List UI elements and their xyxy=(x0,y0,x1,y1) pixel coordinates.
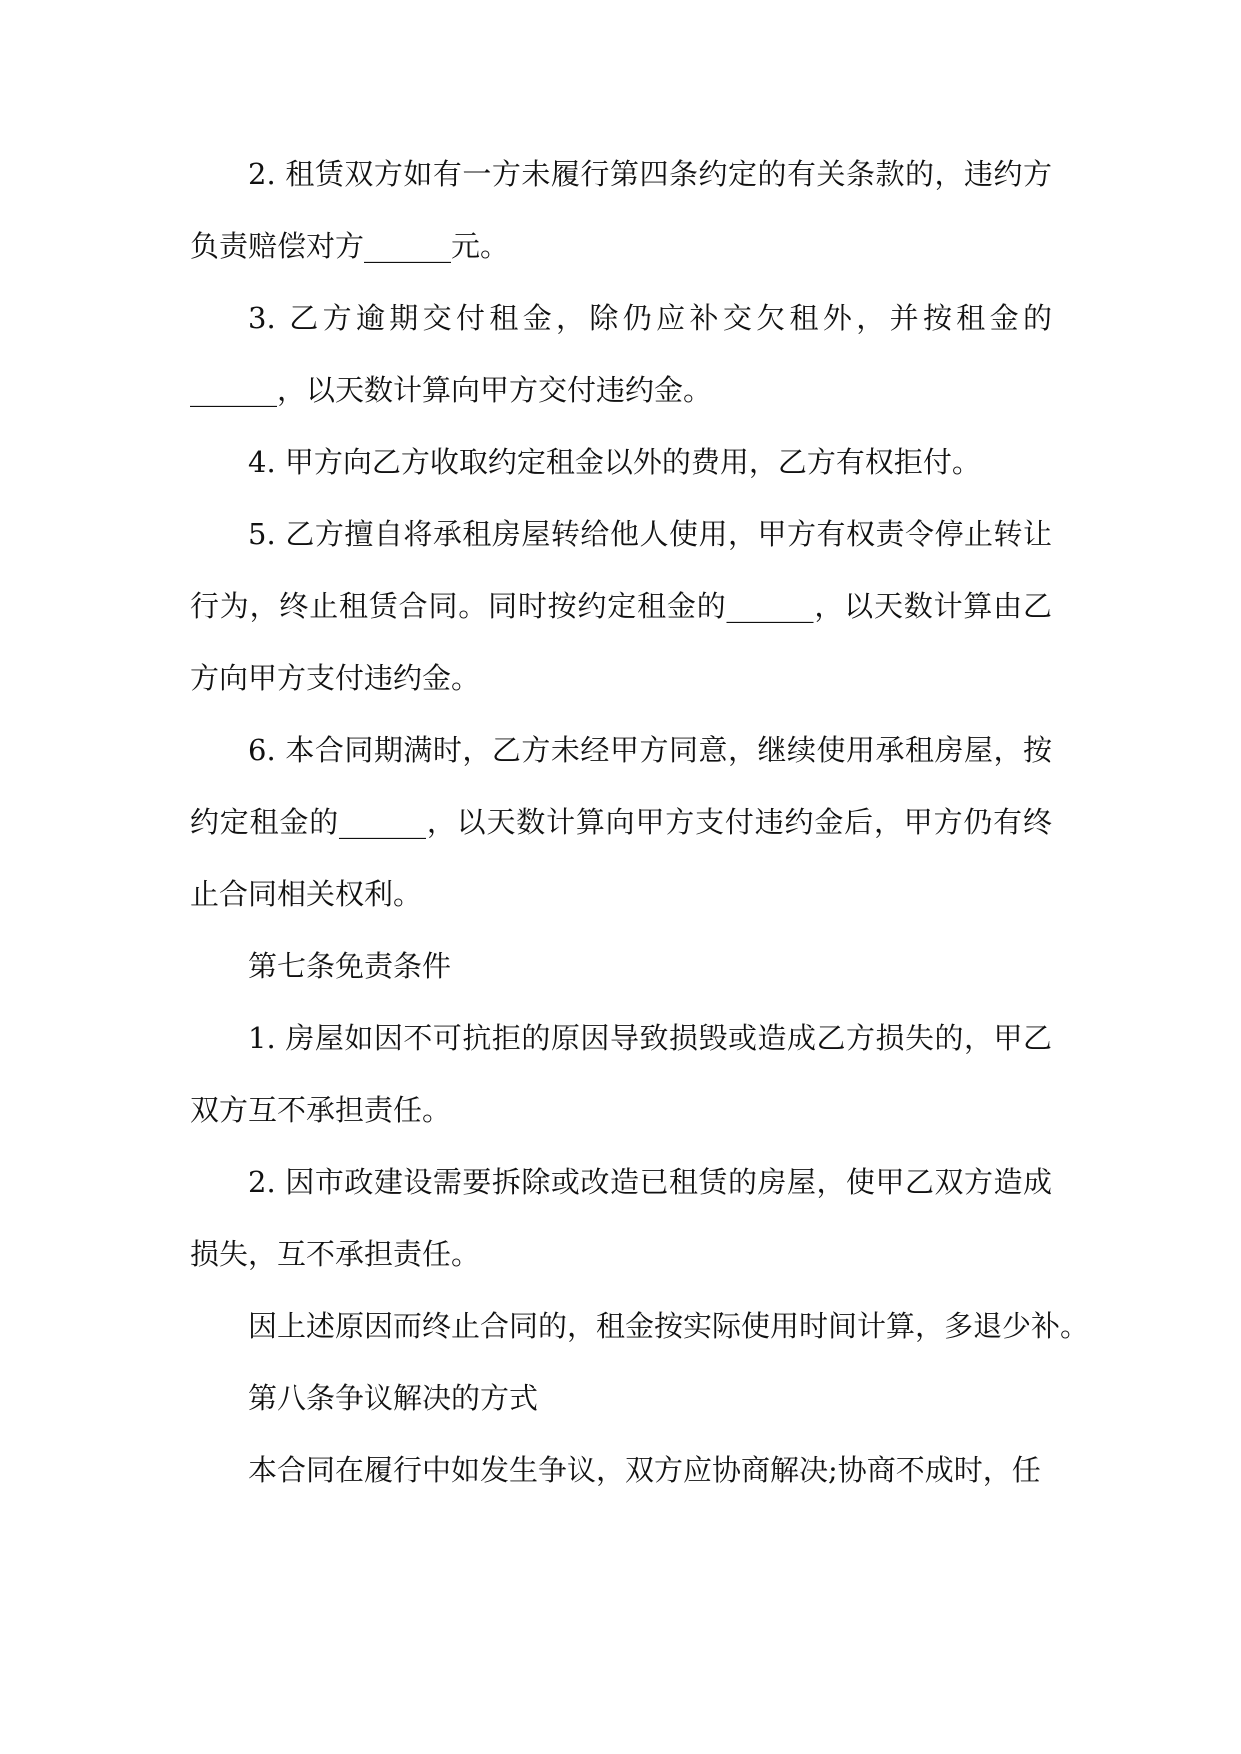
clause-6-item-6: 6. 本合同期满时，乙方未经甲方同意，继续使用承租房屋，按约定租金的______，以天数计算向甲方支付违约金后，甲方仍有终止合同相关权利。 xyxy=(190,733,1052,911)
clause-8-heading: 第八条争议解决的方式 xyxy=(248,1381,539,1415)
clause-6-item-3: 3. 乙方逾期交付租金，除仍应补交欠租外，并按租金的______，以天数计算向甲方交付违约金。 xyxy=(190,301,1052,407)
clause-7-item-2: 2. 因市政建设需要拆除或改造已租赁的房屋，使甲乙双方造成损失，互不承担责任。 xyxy=(190,1165,1052,1271)
clause-7-note: 因上述原因而终止合同的，租金按实际使用时间计算，多退少补。 xyxy=(248,1309,1090,1343)
clause-6-item-4: 4. 甲方向乙方收取约定租金以外的费用，乙方有权拒付。 xyxy=(248,445,981,479)
clause-7-item-1: 1. 房屋如因不可抗拒的原因导致损毁或造成乙方损失的，甲乙双方互不承担责任。 xyxy=(190,1021,1052,1127)
clause-7-heading: 第七条免责条件 xyxy=(248,949,452,983)
clause-6-item-5: 5. 乙方擅自将承租房屋转给他人使用，甲方有权责令停止转让行为，终止租赁合同。同时按约定租金的______，以天数计算由乙方向甲方支付违约金。 xyxy=(190,517,1052,695)
clause-6-item-2: 2. 租赁双方如有一方未履行第四条约定的有关条款的，违约方负责赔偿对方______元。 xyxy=(190,157,1052,263)
clause-8-text: 本合同在履行中如发生争议，双方应协商解决;协商不成时，任 xyxy=(248,1453,1041,1487)
document-body xyxy=(190,138,1090,1506)
